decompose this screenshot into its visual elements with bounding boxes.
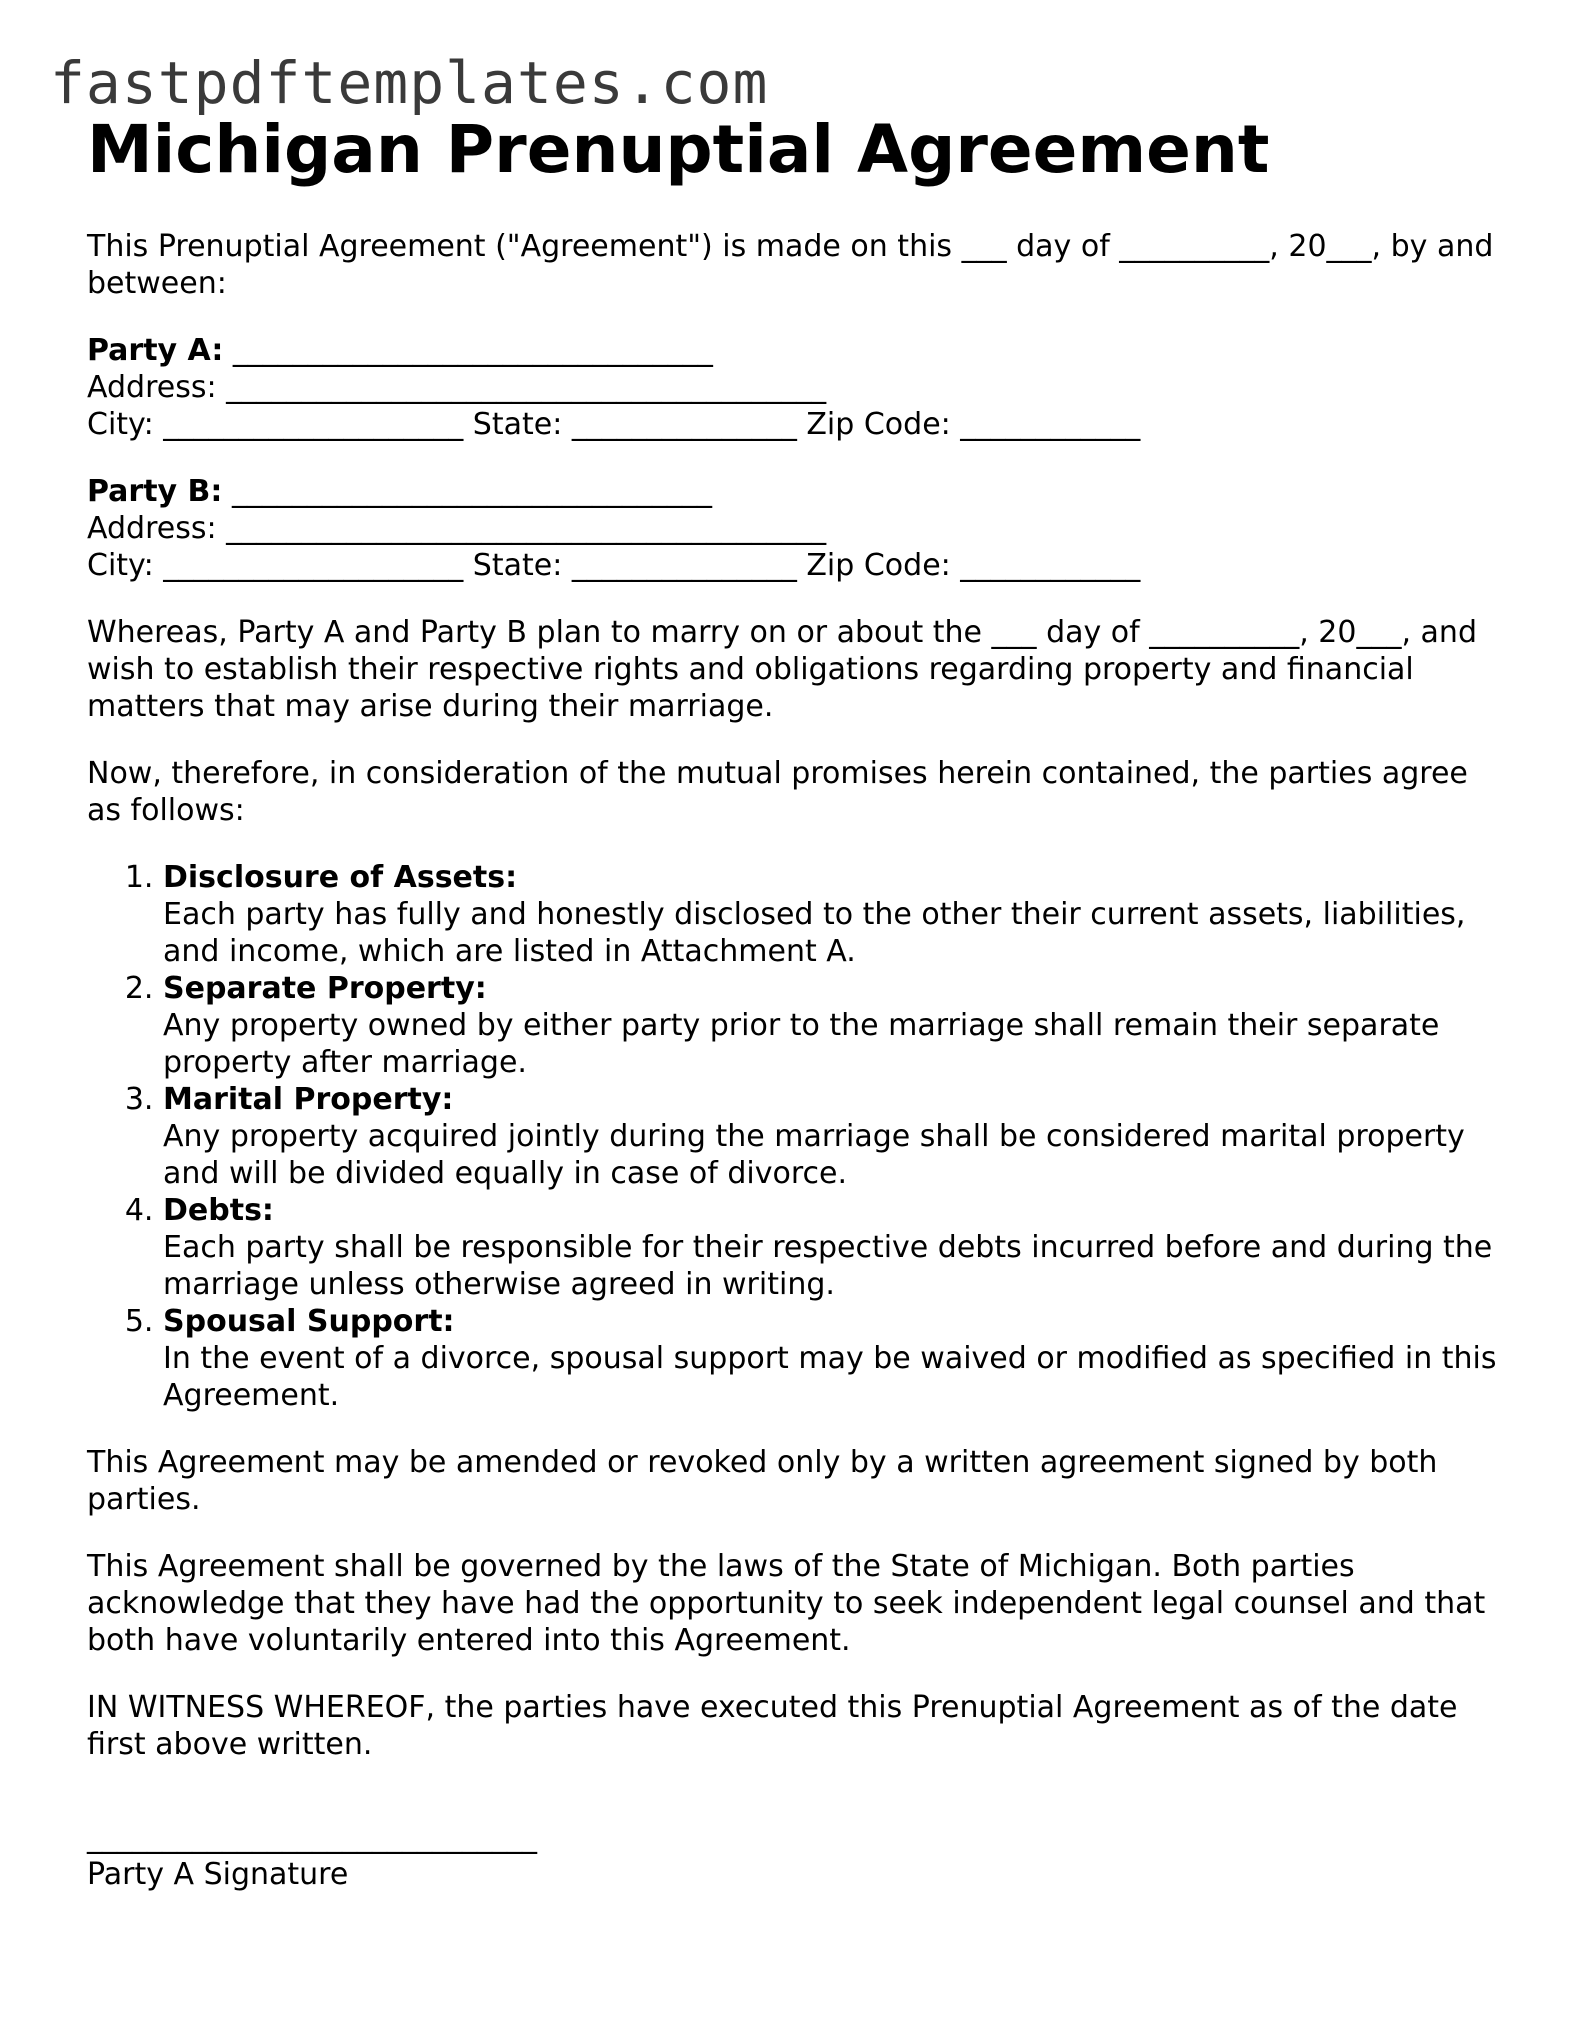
terms-list (87, 859, 1507, 1414)
party-a-label: Party A: (87, 333, 224, 368)
term-item (163, 1081, 1507, 1192)
term-item (163, 859, 1507, 970)
party-a-name-line (87, 332, 1507, 369)
party-b-label: Party B: (87, 474, 223, 509)
party-b-address-field[interactable]: Address: ________________________________________ (87, 511, 827, 546)
term-item (163, 1192, 1507, 1303)
party-b-city-state-zip-field[interactable]: City: ____________________ State: _______________ Zip Code: ____________ (87, 548, 1141, 583)
term-item (163, 1303, 1507, 1414)
term-text: Each party has fully and honestly disclosed to the other their current assets, liabilities, and income, which are listed in Attachment A. (163, 897, 1466, 969)
party-b-block (87, 473, 1507, 584)
party-b-name-field[interactable]: ________________________________ (222, 474, 712, 509)
term-text: Each party shall be responsible for their respective debts incurred before and during the marriage unless otherwise agreed in writing. (163, 1230, 1493, 1302)
term-title: 4. Debts: (163, 1193, 274, 1228)
term-title: 2. Separate Property: (163, 971, 487, 1006)
term-text: Any property owned by either party prior to the marriage shall remain their separate property after marriage. (163, 1008, 1440, 1080)
term-title: 1. Disclosure of Assets: (163, 860, 518, 895)
now-therefore-paragraph: Now, therefore, in consideration of the mutual promises herein contained, the parties agree as follows: (87, 756, 1468, 828)
party-a-signature-label: Party A Signature (87, 1857, 349, 1892)
witness-paragraph: IN WITNESS WHEREOF, the parties have executed this Prenuptial Agreement as of the date first above written. (87, 1690, 1458, 1762)
document-title: Michigan Prenuptial Agreement (87, 111, 1270, 188)
party-b-name-line (87, 473, 1507, 510)
party-a-block (87, 332, 1507, 443)
amendment-paragraph: This Agreement may be amended or revoked only by a written agreement signed by both parties. (87, 1445, 1438, 1517)
governing-law-paragraph: This Agreement shall be governed by the laws of the State of Michigan. Both parties acknowledge that they have had the opportunity to seek independent legal counsel and that both have voluntarily entered into this Agreement. (87, 1549, 1486, 1658)
party-a-address-field[interactable]: Address: ________________________________________ (87, 370, 827, 405)
party-a-name-field[interactable]: ________________________________ (223, 333, 713, 368)
intro-paragraph: This Prenuptial Agreement ("Agreement") is made on this ___ day of __________, 20___, by and between: (87, 229, 1494, 301)
whereas-paragraph: Whereas, Party A and Party B plan to marry on or about the ___ day of __________, 20___, and wish to establish their respective rights and obligations regarding property and financial matters that may arise during their marriage. (87, 615, 1477, 724)
term-text: Any property acquired jointly during the marriage shall be considered marital property and will be divided equally in case of divorce. (163, 1119, 1465, 1191)
term-item (163, 970, 1507, 1081)
document-body (87, 228, 1507, 1893)
document-page (87, 108, 1507, 1893)
term-title: 5. Spousal Support: (163, 1304, 455, 1339)
watermark: fastpdftemplates.com (50, 49, 769, 117)
party-a-city-state-zip-field[interactable]: City: ____________________ State: _______________ Zip Code: ____________ (87, 407, 1141, 442)
party-a-signature-field[interactable]: ______________________________ (87, 1820, 537, 1855)
term-text: In the event of a divorce, spousal support may be waived or modified as specified in this Agreement. (163, 1341, 1497, 1413)
signature-block (87, 1819, 1507, 1893)
term-title: 3. Marital Property: (163, 1082, 454, 1117)
